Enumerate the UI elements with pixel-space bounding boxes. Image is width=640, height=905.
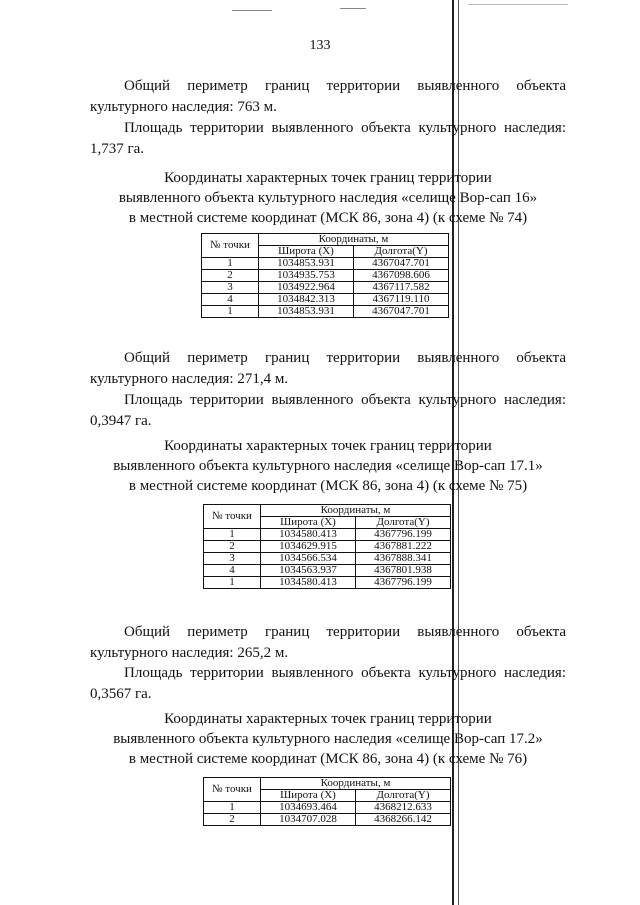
cell-point: 2 [204, 814, 261, 826]
heading-line: выявленного объекта культурного наследия «селище Вор-сап 17.1» [113, 458, 543, 474]
cell-y: 4367801.938 [356, 565, 451, 577]
coordinates-table [201, 233, 449, 318]
heading-line: в местной системе координат (МСК 86, зона 4) (к схеме № 74) [128, 210, 528, 226]
cell-point: 1 [202, 306, 259, 318]
perimeter-text: Общий периметр границ территории выявленного объекта культурного наследия: 271,4 м. [90, 350, 566, 387]
heading-line: Координаты характерных точек границ территории [164, 711, 492, 727]
cell-x: 1034853.931 [259, 258, 354, 270]
area-text: Площадь территории выявленного объекта культурного наследия: 0,3947 га. [90, 392, 566, 429]
header-coordinates: Координаты, м [261, 505, 451, 517]
cell-x: 1034580.413 [261, 529, 356, 541]
table-row [202, 282, 449, 294]
table-row [204, 541, 451, 553]
coordinates-table [203, 777, 451, 826]
cell-point: 4 [204, 565, 261, 577]
cell-y: 4367047.701 [354, 258, 449, 270]
heading-line: выявленного объекта культурного наследия «селище Вор-сап 16» [118, 190, 538, 206]
header-latitude: Широта (X) [261, 790, 356, 802]
header-coordinates: Координаты, м [261, 778, 451, 790]
area-text: Площадь территории выявленного объекта культурного наследия: 0,3567 га. [90, 665, 566, 702]
header-latitude: Широта (X) [261, 517, 356, 529]
table-row [202, 306, 449, 318]
cell-point: 1 [204, 529, 261, 541]
area-text: Площадь территории выявленного объекта культурного наследия: 1,737 га. [90, 120, 566, 157]
header-longitude: Долгота(Y) [356, 790, 451, 802]
heading-line: в местной системе координат (МСК 86, зона 4) (к схеме № 75) [128, 478, 528, 494]
cell-x: 1034842.313 [259, 294, 354, 306]
cell-y: 4368266.142 [356, 814, 451, 826]
perimeter-text: Общий периметр границ территории выявленного объекта культурного наследия: 763 м. [90, 78, 566, 115]
cell-x: 1034563.937 [261, 565, 356, 577]
cell-y: 4367117.582 [354, 282, 449, 294]
header-point-number: № точки [204, 505, 261, 529]
cell-point: 4 [202, 294, 259, 306]
cell-point: 3 [202, 282, 259, 294]
cell-y: 4368212.633 [356, 802, 451, 814]
coordinates-table [203, 504, 451, 589]
heading-line: в местной системе координат (МСК 86, зона 4) (к схеме № 76) [128, 751, 528, 767]
header-point-number: № точки [202, 234, 259, 258]
table-row [204, 814, 451, 826]
cell-point: 2 [202, 270, 259, 282]
cell-point: 1 [204, 802, 261, 814]
cell-x: 1034853.931 [259, 306, 354, 318]
table-row [204, 802, 451, 814]
heading-line: Координаты характерных точек границ территории [164, 170, 492, 186]
header-point-number: № точки [204, 778, 261, 802]
table-row [202, 270, 449, 282]
cell-y: 4367119.110 [354, 294, 449, 306]
header-longitude: Долгота(Y) [354, 246, 449, 258]
cell-x: 1034566.534 [261, 553, 356, 565]
table-row [204, 529, 451, 541]
table-row [204, 553, 451, 565]
cell-x: 1034580.413 [261, 577, 356, 589]
heading-line: Координаты характерных точек границ территории [164, 438, 492, 454]
header-latitude: Широта (X) [259, 246, 354, 258]
table-header-row [202, 234, 449, 246]
cell-point: 1 [204, 577, 261, 589]
scan-artifact-dots [232, 10, 272, 11]
cell-x: 1034935.753 [259, 270, 354, 282]
coordinates-heading [90, 436, 566, 496]
coordinates-heading [90, 709, 566, 769]
header-longitude: Долгота(Y) [356, 517, 451, 529]
table-header-row [204, 778, 451, 790]
heading-line: выявленного объекта культурного наследия «селище Вор-сап 17.2» [113, 731, 543, 747]
cell-y: 4367047.701 [354, 306, 449, 318]
table-row [204, 577, 451, 589]
cell-point: 1 [202, 258, 259, 270]
cell-y: 4367881.222 [356, 541, 451, 553]
scan-artifact-dots [340, 8, 366, 9]
table-header-row [204, 505, 451, 517]
cell-x: 1034922.964 [259, 282, 354, 294]
cell-y: 4367796.199 [356, 577, 451, 589]
cell-y: 4367796.199 [356, 529, 451, 541]
coordinates-heading [90, 168, 566, 228]
table-row [204, 565, 451, 577]
cell-x: 1034629.915 [261, 541, 356, 553]
cell-point: 3 [204, 553, 261, 565]
cell-y: 4367888.341 [356, 553, 451, 565]
cell-y: 4367098.606 [354, 270, 449, 282]
cell-x: 1034707.028 [261, 814, 356, 826]
cell-x: 1034693.464 [261, 802, 356, 814]
table-row [202, 294, 449, 306]
scan-artifact-dots [468, 4, 568, 5]
page-number: 133 [309, 38, 331, 53]
cell-point: 2 [204, 541, 261, 553]
header-coordinates: Координаты, м [259, 234, 449, 246]
perimeter-text: Общий периметр границ территории выявленного объекта культурного наследия: 265,2 м. [90, 624, 566, 661]
table-row [202, 258, 449, 270]
